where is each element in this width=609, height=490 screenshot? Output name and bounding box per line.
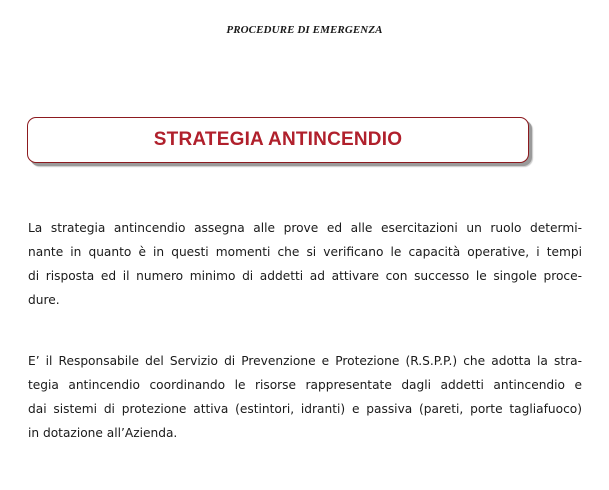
paragraph-line: E’ il Responsabile del Servizio di Prevenzione e Protezione (R.S.P.P.) che adotta la stra- — [28, 354, 582, 368]
paragraph-line: dure. — [28, 293, 60, 307]
section-title: STRATEGIA ANTINCENDIO — [153, 129, 403, 150]
section-title-box — [27, 117, 529, 163]
paragraph-line: La strategia antincendio assegna alle prove ed alle esercitazioni un ruolo determi- — [28, 221, 582, 235]
paragraph-line: tegia antincendio coordinando le risorse rappresentate dagli addetti antincendio e — [28, 378, 582, 392]
paragraph-line: in dotazione all’Azienda. — [28, 426, 178, 440]
paragraph-line: dai sistemi di protezione attiva (estintori, idranti) e passiva (pareti, porte tagliafuoco) — [28, 402, 582, 416]
paragraph-line: di risposta ed il numero minimo di addetti ad attivare con successo le singole proce- — [28, 269, 582, 283]
paragraph-line: nante in quanto è in questi momenti che si verificano le capacità operative, i tempi — [28, 245, 582, 259]
paragraph-rspp — [28, 349, 582, 445]
page-header: PROCEDURE DI EMERGENZA — [226, 24, 383, 36]
paragraph-strategy-role — [28, 216, 582, 312]
